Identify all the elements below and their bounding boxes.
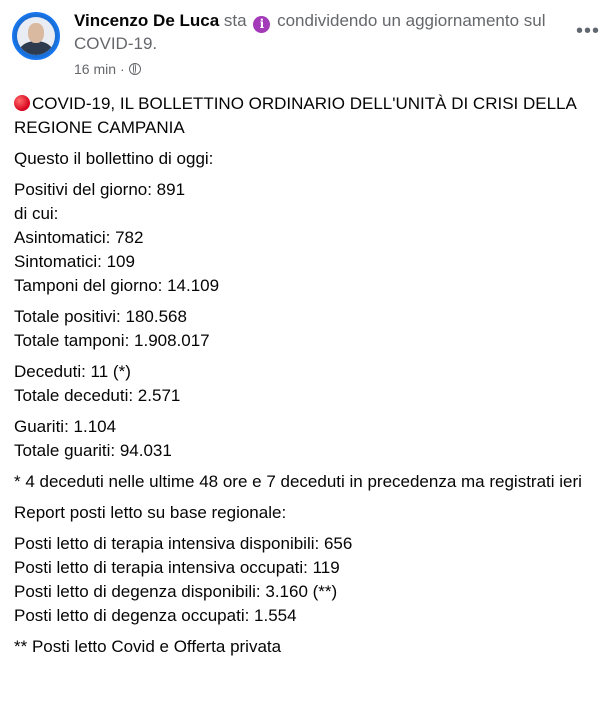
block-daily: Positivi del giorno: 891 di cui: Asintomatici: 782 Sintomatici: 109 Tamponi del giorno: 14.109 bbox=[14, 180, 220, 295]
report-title: Report posti letto su base regionale: bbox=[14, 503, 287, 522]
red-circle-icon bbox=[14, 95, 30, 111]
block-deaths: Deceduti: 11 (*) Totale deceduti: 2.571 bbox=[14, 362, 181, 405]
post-header bbox=[12, 10, 602, 84]
post-meta bbox=[74, 10, 562, 77]
more-options-button[interactable]: ••• bbox=[575, 20, 600, 42]
post-activity-line bbox=[74, 10, 562, 55]
note-deaths: * 4 deceduti nelle ultime 48 ore e 7 deceduti in precedenza ma registrati ieri bbox=[14, 472, 582, 491]
activity-prefix: sta bbox=[223, 11, 247, 30]
post-content bbox=[14, 92, 602, 666]
separator: · bbox=[120, 61, 125, 77]
block-beds: Posti letto di terapia intensiva disponibili: 656 Posti letto di terapia intensiva occupati: 119 Posti letto di degenza disponibili: 3.160 (**) Posti letto di degenza occupati: 1.554 bbox=[14, 534, 353, 625]
avatar[interactable] bbox=[12, 12, 60, 60]
block-totals: Totale positivi: 180.568 Totale tamponi: 1.908.017 bbox=[14, 307, 210, 350]
intro: Questo il bollettino di oggi: bbox=[14, 149, 214, 168]
avatar-photo bbox=[17, 17, 55, 55]
globe-icon[interactable] bbox=[129, 63, 141, 75]
activity-text: condividendo un aggiornamento sul COVID-19. bbox=[74, 11, 546, 53]
block-recovered: Guariti: 1.104 Totale guariti: 94.031 bbox=[14, 417, 172, 460]
timestamp[interactable]: 16 min bbox=[74, 61, 117, 77]
post-timestamp-row bbox=[74, 61, 562, 77]
note-beds: ** Posti letto Covid e Offerta privata bbox=[14, 637, 282, 656]
author-name[interactable]: Vincenzo De Luca bbox=[74, 11, 220, 30]
info-icon: i bbox=[253, 16, 270, 33]
headline: COVID-19, IL BOLLETTINO ORDINARIO DELL'UNITÀ DI CRISI DELLA REGIONE CAMPANIA bbox=[14, 94, 576, 137]
